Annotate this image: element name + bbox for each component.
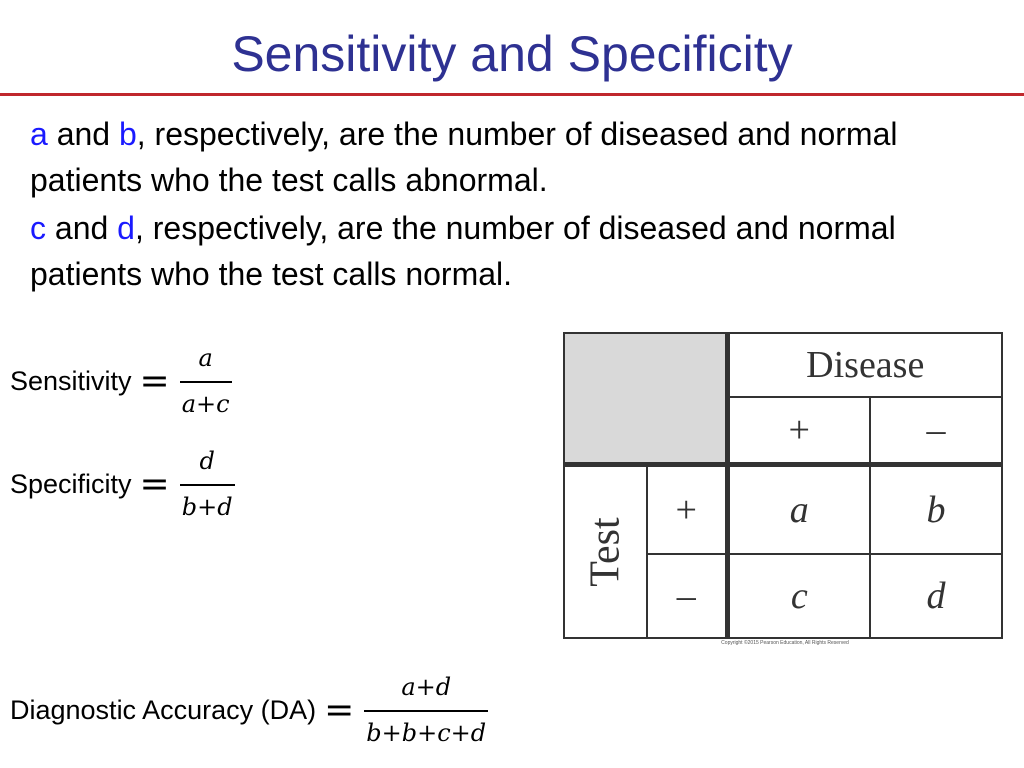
test-header-cell	[564, 465, 647, 639]
disease-negative-header: –	[870, 397, 1002, 465]
cell-c: c	[727, 554, 870, 638]
var-b: b	[118, 116, 137, 152]
var-a: a	[30, 116, 48, 152]
definition-ab-text: , respectively, are the number of diseased and normal patients who the test calls abnormal.	[30, 116, 898, 198]
sensitivity-denominator: a+c	[181, 390, 230, 418]
sensitivity-numerator: a	[198, 344, 213, 372]
sensitivity-formula	[10, 343, 232, 419]
disease-header: Disease	[727, 333, 1002, 397]
equals-sign: =	[139, 463, 170, 505]
specificity-formula	[10, 446, 235, 522]
specificity-fraction	[180, 446, 235, 522]
definition-cd	[30, 205, 1010, 297]
accuracy-formula	[10, 672, 488, 748]
fraction-bar	[180, 381, 232, 383]
fraction-bar	[364, 710, 488, 712]
accuracy-denominator: b+b+c+d	[366, 719, 487, 747]
empty-corner-cell	[564, 333, 727, 465]
cell-a: a	[727, 465, 870, 555]
specificity-label: Specificity	[10, 468, 132, 499]
and-text: and	[47, 116, 119, 152]
test-negative-header: –	[647, 554, 727, 638]
sensitivity-fraction	[180, 343, 232, 419]
contingency-table	[563, 332, 1003, 639]
cell-b: b	[870, 465, 1002, 555]
test-header: Test	[582, 517, 629, 587]
copyright-note: Copyright ©2015 Pearson Education, All Rights Reserved	[721, 640, 849, 646]
specificity-denominator: b+d	[181, 493, 233, 521]
title-divider	[0, 93, 1024, 96]
accuracy-label: Diagnostic Accuracy (DA)	[10, 694, 317, 725]
slide-title: Sensitivity and Specificity	[231, 26, 793, 82]
accuracy-numerator: a+d	[401, 673, 452, 701]
equals-sign: =	[324, 689, 355, 731]
cell-d: d	[870, 554, 1002, 638]
definition-cd-text: , respectively, are the number of diseased and normal patients who the test calls normal.	[30, 210, 896, 292]
equals-sign: =	[139, 360, 170, 402]
definition-ab	[30, 111, 1010, 203]
var-c: c	[30, 210, 46, 246]
disease-positive-header: +	[727, 397, 870, 465]
and-text: and	[46, 210, 118, 246]
fraction-bar	[180, 484, 235, 486]
sensitivity-label: Sensitivity	[10, 365, 132, 396]
specificity-numerator: d	[199, 447, 215, 475]
accuracy-fraction	[364, 672, 488, 748]
test-positive-header: +	[647, 465, 727, 555]
var-d: d	[117, 210, 135, 246]
